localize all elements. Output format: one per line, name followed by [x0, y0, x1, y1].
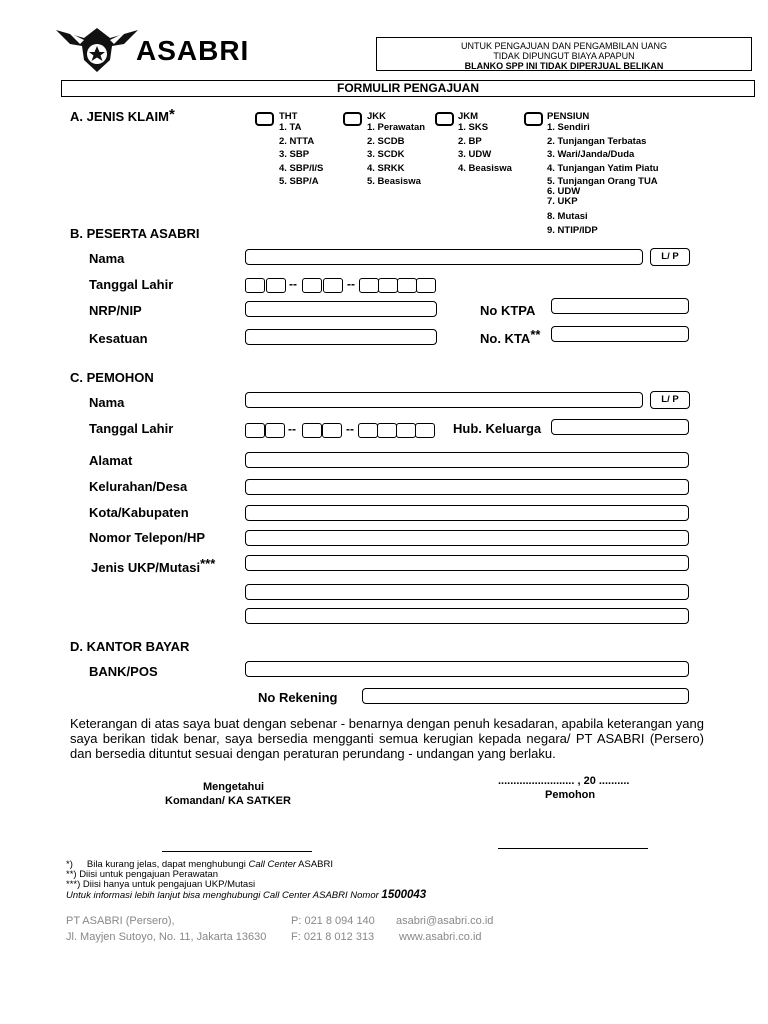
hub-keluarga-label: Hub. Keluarga — [453, 421, 542, 436]
jkm-list — [458, 121, 512, 175]
kelurahan-field[interactable] — [245, 479, 689, 495]
jkk-item: 4. SRKK — [367, 162, 405, 174]
pensiun-item: 6. UDW — [547, 186, 581, 197]
pensiun-checkbox[interactable] — [524, 112, 543, 126]
declaration-text: Keterangan di atas saya buat dengan sebenar - benarnya dengan penuh kesadaran, apabila keterangan yang saya berikan tidak benar, saya bersedia mengganti semua kerugian kepada negara/ PT ASABRI (Persero) dan bersedia dituntut sesuai dengan peraturan perundang - undangan yang berlaku. — [70, 716, 704, 761]
telepon-field[interactable] — [245, 530, 689, 546]
pensiun-item: 8. Mutasi — [547, 211, 588, 222]
company-phone: P: 021 8 094 140 — [291, 915, 375, 927]
pensiun-item: 3. Wari/Janda/Duda — [547, 149, 635, 160]
peserta-year-digit[interactable] — [416, 278, 436, 293]
jenis-ukp-field-1[interactable] — [245, 555, 689, 571]
peserta-nama-label: Nama — [89, 251, 125, 266]
jkm-checkbox[interactable] — [435, 112, 454, 126]
tht-item: 2. NTTA — [279, 135, 315, 147]
peserta-year-digit[interactable] — [378, 278, 398, 293]
peserta-day-digit[interactable] — [266, 278, 286, 293]
pemohon-month-digit[interactable] — [302, 423, 322, 438]
pemohon-year-digit[interactable] — [358, 423, 378, 438]
company-email[interactable]: asabri@asabri.co.id — [396, 915, 494, 927]
date-line: ......................... , 20 .......... — [498, 775, 630, 787]
company-fax: F: 021 8 012 313 — [291, 931, 375, 943]
pemohon-year-digit[interactable] — [415, 423, 435, 438]
footnote-1: *) Bila kurang jelas, dapat menghubungi Call Center ASABRI — [66, 859, 333, 870]
tht-item: 5. SBP/A — [279, 176, 319, 187]
jkm-label: JKM — [458, 111, 479, 122]
jkk-item: 5. Beasiswa — [367, 176, 421, 187]
kota-label: Kota/Kabupaten — [89, 505, 189, 520]
tht-label: THT — [279, 111, 298, 122]
jkk-item: 3. SCDK — [367, 149, 405, 160]
pensiun-item: 5. Tunjangan Orang TUA — [547, 176, 658, 187]
pensiun-item: 4. Tunjangan Yatim Piatu — [547, 162, 659, 174]
date-separator: -- — [347, 277, 355, 291]
pensiun-item: 1. Sendiri — [547, 122, 590, 133]
peserta-gender-box[interactable]: L/ P — [650, 248, 690, 266]
date-separator: -- — [288, 422, 296, 436]
section-c-title: C. PEMOHON — [70, 370, 154, 385]
kta-label: No. KTA** — [480, 327, 541, 346]
pensiun-list — [547, 121, 659, 238]
jenis-ukp-label: Jenis UKP/Mutasi*** — [91, 556, 216, 575]
nrp-field[interactable] — [245, 301, 437, 317]
footnote-2: **) Diisi untuk pengajuan Perawatan — [66, 869, 219, 880]
peserta-year-digit[interactable] — [359, 278, 379, 293]
kota-field[interactable] — [245, 505, 689, 521]
section-a-title: A. JENIS KLAIM* — [70, 106, 175, 124]
asabri-logo — [54, 24, 140, 74]
pemohon-day-digit[interactable] — [245, 423, 265, 438]
jenis-ukp-field-2[interactable] — [245, 584, 689, 600]
company-name: PT ASABRI (Persero), — [66, 915, 175, 927]
telepon-label: Nomor Telepon/HP — [89, 530, 206, 545]
alamat-field[interactable] — [245, 452, 689, 468]
peserta-day-digit[interactable] — [245, 278, 265, 293]
jkk-list — [367, 121, 425, 189]
jkk-label: JKK — [367, 111, 387, 122]
rekening-field[interactable] — [362, 688, 689, 704]
pemohon-month-digit[interactable] — [322, 423, 342, 438]
kta-field[interactable] — [551, 326, 689, 342]
pemohon-tgl-label: Tanggal Lahir — [89, 421, 174, 436]
mengetahui-label: Mengetahui — [203, 781, 265, 793]
kelurahan-label: Kelurahan/Desa — [89, 479, 188, 494]
pensiun-item: 9. NTIP/IDP — [547, 225, 598, 236]
jkk-item: 1. Perawatan — [367, 122, 426, 133]
kesatuan-label: Kesatuan — [89, 331, 148, 346]
pemohon-signature-line[interactable] — [498, 848, 648, 849]
tht-item: 3. SBP — [279, 149, 310, 160]
rekening-label: No Rekening — [258, 690, 338, 705]
pensiun-item: 7. UKP — [547, 195, 578, 207]
tht-item: 4. SBP/I/S — [279, 162, 324, 174]
pemohon-day-digit[interactable] — [265, 423, 285, 438]
company-address: Jl. Mayjen Sutoyo, No. 11, Jakarta 13630 — [66, 931, 267, 943]
bank-field[interactable] — [245, 661, 689, 677]
section-b-title: B. PESERTA ASABRI — [70, 226, 200, 241]
jenis-ukp-field-3[interactable] — [245, 608, 689, 624]
notice-line-3: BLANKO SPP INI TIDAK DIPERJUAL BELIKAN — [464, 61, 664, 71]
pensiun-item: 2. Tunjangan Terbatas — [547, 135, 647, 147]
notice-line-2: TIDAK DIPUNGUT BIAYA APAPUN — [493, 51, 635, 61]
jkm-item: 4. Beasiswa — [458, 162, 512, 174]
pensiun-label: PENSIUN — [547, 111, 590, 122]
company-web[interactable]: www.asabri.co.id — [399, 931, 482, 943]
form-title: FORMULIR PENGAJUAN — [61, 80, 755, 97]
jkm-item: 2. BP — [458, 135, 482, 147]
alamat-label: Alamat — [89, 453, 133, 468]
footnote-3: ***) Diisi hanya untuk pengajuan UKP/Mutasi — [66, 879, 256, 890]
peserta-tgl-label: Tanggal Lahir — [89, 277, 174, 292]
bank-label: BANK/POS — [89, 664, 158, 679]
pemohon-nama-label: Nama — [89, 395, 125, 410]
komandan-label: Komandan/ KA SATKER — [165, 795, 291, 807]
jkm-item: 3. UDW — [458, 149, 492, 160]
tht-checkbox[interactable] — [255, 112, 274, 126]
peserta-month-digit[interactable] — [323, 278, 343, 293]
section-d-title: D. KANTOR BAYAR — [70, 639, 190, 654]
hub-keluarga-field[interactable] — [551, 419, 689, 435]
nrp-label: NRP/NIP — [89, 303, 142, 318]
jkk-item: 2. SCDB — [367, 135, 405, 147]
jkm-item: 1. SKS — [458, 122, 489, 133]
peserta-nama-field[interactable] — [245, 249, 643, 265]
pemohon-year-digit[interactable] — [396, 423, 416, 438]
notice-box — [376, 37, 752, 71]
notice-line-1: UNTUK PENGAJUAN DAN PENGAMBILAN UANG — [460, 41, 668, 51]
tht-item: 1. TA — [279, 122, 302, 133]
brand-name: ASABRI — [136, 35, 250, 66]
kesatuan-field[interactable] — [245, 329, 437, 345]
jkk-checkbox[interactable] — [343, 112, 362, 126]
pemohon-nama-field[interactable] — [245, 392, 643, 408]
komandan-signature-line[interactable] — [162, 851, 312, 852]
peserta-year-digit[interactable] — [397, 278, 417, 293]
pemohon-year-digit[interactable] — [377, 423, 397, 438]
date-separator: -- — [289, 277, 297, 291]
pemohon-gender-box[interactable]: L/ P — [650, 391, 690, 409]
pemohon-label: Pemohon — [545, 789, 596, 801]
ktpa-label: No KTPA — [480, 303, 536, 318]
footnote-4: Untuk informasi lebih lanjut bisa menghubungi Call Center ASABRI Nomor 1500043 — [66, 889, 427, 901]
eagle-emblem-icon — [54, 24, 140, 74]
date-separator: -- — [346, 422, 354, 436]
ktpa-field[interactable] — [551, 298, 689, 314]
tht-list — [279, 121, 323, 189]
peserta-month-digit[interactable] — [302, 278, 322, 293]
